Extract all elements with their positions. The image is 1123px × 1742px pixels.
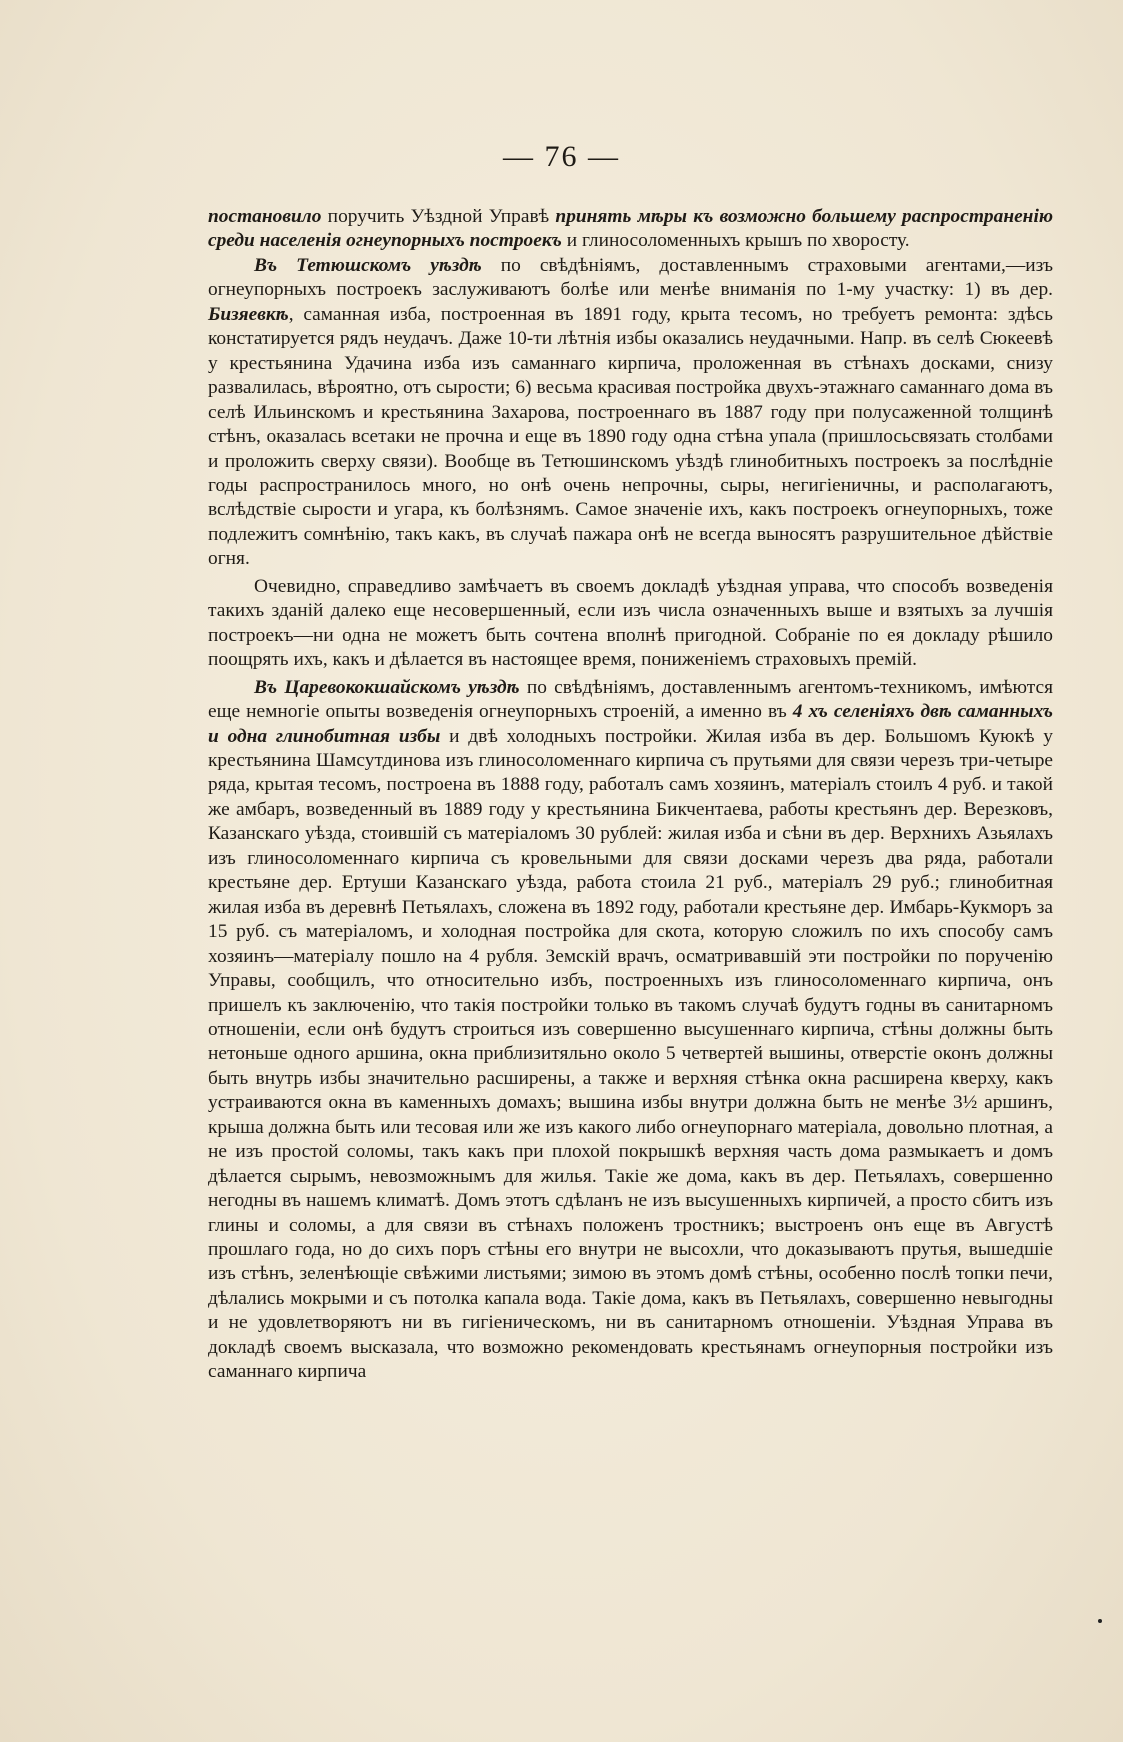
text-span: поручить Уѣздной Управѣ bbox=[321, 206, 556, 227]
italic-text-span: Въ Царевококшайскомъ уѣздѣ bbox=[254, 676, 520, 698]
text-span: , саманная изба, построенная въ 1891 году, крыта тесомъ, но требуетъ ремонта: здѣсь констатируется рядъ неудачъ. Даже 10-ти лѣтнія избы оказались неудачными. Напр. въ селѣ Сюкеевѣ у крестьянина Удачина изба изъ саманнаго кирпича, проложенная въ стѣнахъ досками, снизу развалилась, вѣроятно, отъ сырости; 6) весьма красивая постройка двухъ-этажнаго саманнаго дома въ селѣ Ильинскомъ и крестьянина Захарова, построеннаго въ 1887 году при полусаженной толщинѣ стѣнъ, оказалась всетаки не прочна и еще въ 1890 году одна стѣна упала (пришлосьсвязать столбами и проложить сверху связи). Вообще въ Тетюшинскомъ уѣздѣ глинобитныхъ построекъ за послѣдніе годы распространилось много, но онѣ очень непрочны, сыры, негигіеничны, и располагаютъ, вслѣдствіе сырости и угара, къ болѣзнямъ. Самое значеніе ихъ, какъ построекъ огнеупорныхъ, тоже подлежитъ сомнѣнію, такъ какъ, въ случаѣ пажара онѣ не всегда выносятъ разрушительное дѣйствіе огня. bbox=[208, 303, 1053, 570]
paragraph bbox=[208, 575, 1053, 673]
italic-text-span: Въ Тетюшскомъ уѣздѣ bbox=[254, 254, 482, 276]
text-span: и глиносоломенныхъ крышъ по хворосту. bbox=[561, 230, 910, 252]
italic-text-span: Бизяевкѣ bbox=[208, 303, 289, 325]
text-span: по свѣдѣніямъ, доставленнымъ агентомъ-техникомъ, имѣются еще немногіе опыты возведенія огнеупорныхъ строеній, а именно въ bbox=[208, 676, 1054, 723]
text-span: Очевидно, справедливо замѣчаетъ въ своемъ докладѣ уѣздная управа, что способъ возведенія такихъ зданій далеко еще несовершенный, если изъ числа означенныхъ выше и взятыхъ за лучшія построекъ—ни одна не можетъ быть сочтена вполнѣ пригодной. Собраніе по ея докладу рѣшило поощрять ихъ, какъ и дѣлается въ настоящее время, пониженіемъ страховыхъ премій. bbox=[208, 575, 1053, 671]
page-number: — 76 — bbox=[503, 140, 620, 173]
text-span: по свѣдѣніямъ, доставленнымъ страховыми агентами,—изъ огнеупорныхъ построекъ заслуживаютъ болѣе или менѣе вниманія по 1-му участку: 1) въ дер. bbox=[208, 254, 1053, 301]
paper-speck bbox=[1098, 1619, 1102, 1623]
text-span: и двѣ холодныхъ постройки. Жилая изба въ дер. Большомъ Куюкѣ у крестьянина Шамсутдинова изъ глиносоломеннаго кирпича съ прутьями для связи черезъ три-четыре ряда, крытая тесомъ, построена въ 1888 году, работалъ самъ хозяинъ, матеріалъ стоилъ 4 руб. и такой же амбаръ, возведенный въ 1889 году у крестьянина Бикчентаева, работы крестьянъ дер. Верезковъ, Казанскаго уѣзда, стоившій съ матеріаломъ 30 рублей: жилая изба и сѣни въ дер. Верхнихъ Азьялахъ изъ глиносоломеннаго кирпича съ кровельными для связи досками черезъ два ряда, работали крестьяне дер. Ертуши Казанскаго уѣзда, работа стоила 21 руб., матеріалъ 29 руб.; глинобитная жилая изба въ деревнѣ Петьялахъ, сложена въ 1892 году, работали крестьяне дер. Имбарь-Кукморъ за 15 руб. съ матеріаломъ, и холодная постройка для скота, которую сложилъ по ихъ способу самъ хозяинъ—матеріалу пошло на 4 рубля. Земскій врачъ, осматривавшій эти постройки по порученію Управы, сообщилъ, что относительно избъ, построенныхъ изъ глиносоломеннаго кирпича, онъ пришелъ къ заключенію, что такія постройки только въ такомъ случаѣ будутъ годны въ санитарномъ отношеніи, если онѣ будутъ строиться изъ совершенно высушеннаго кирпича, стѣны должны быть нетоньше одного аршина, окна приблизитяльно около 5 четвертей вышины, отверстіе оконъ должны быть внутрь избы значительно расширены, а также и верхняя стѣнка окна расширена кверху, какъ устраиваются окна въ каменныхъ домахъ; вышина избы внутри должна быть не менѣе 3½ аршинъ, крыша должна быть или тесовая или же изъ какого либо огнеупорнаго матеріала, довольно плотная, а не изъ простой соломы, такъ какъ при плохой покрышкѣ верхняя часть дома размыкаетъ и домъ дѣлается сырымъ, невозможнымъ для жилья. Такіе же дома, какъ въ дер. Петьялахъ, совершенно негодны въ нашемъ климатѣ. Домъ этотъ сдѣланъ не изъ высушенныхъ кирпичей, а просто сбитъ изъ глины и соломы, а для связи въ стѣнахъ положенъ тростникъ; выстроенъ онъ еще въ Августѣ прошлаго года, но до сихъ поръ стѣны его внутри не высохли, что доказываютъ прутья, вышедшіе изъ стѣнъ, зеленѣющіе свѣжими листьями; зимою въ этомъ домѣ стѣны, особенно послѣ топки печи, дѣлались мокрыми и съ потолка капала вода. Такіе дома, какъ въ Петьялахъ, совершенно невыгодны и не удовлетворяютъ ни въ гигіеническомъ, ни въ санитарномъ отношеніи. Уѣздная Управа въ докладѣ своемъ высказала, что возможно рекомендовать крестьянамъ огнеупорныя постройки изъ саманнаго кирпича bbox=[208, 725, 1054, 1383]
paragraph bbox=[208, 254, 1053, 572]
paragraph bbox=[208, 205, 1053, 254]
italic-text-span: постановило bbox=[208, 206, 322, 227]
paragraph bbox=[208, 676, 1053, 1385]
body-text bbox=[208, 205, 1053, 1385]
italic-text-span: принять мѣры къ возможно большему распространенію среди населенія огнеупорныхъ построекъ bbox=[208, 206, 1053, 252]
italic-text-span: 4 хъ селеніяхъ двѣ саманныхъ и одна глинобитная избы bbox=[208, 701, 1053, 747]
